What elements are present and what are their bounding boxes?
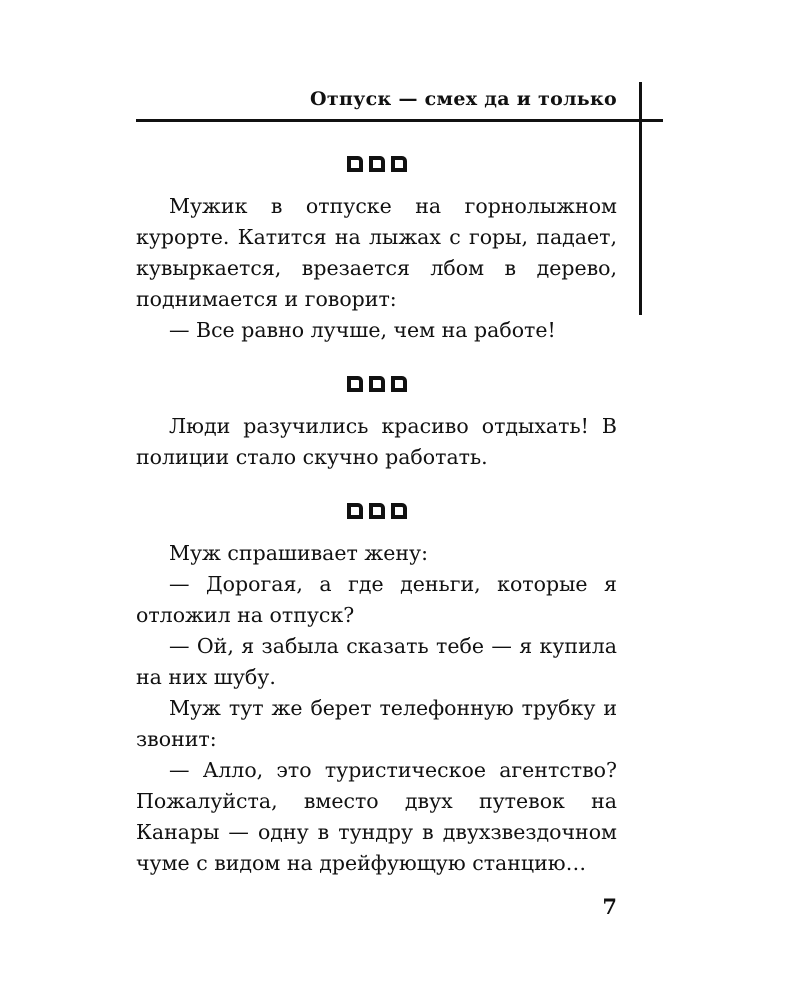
joke-paragraph: — Алло, это туристическое агентство? Пожалуйста, вместо двух путевок на Канары — одну в тундру в двухзвездочном чуме с видом на дрейфующую станцию…: [136, 758, 617, 875]
section-separator-icon: [136, 368, 617, 399]
joke-paragraph: Муж тут же берет телефонную трубку и звонит:: [136, 696, 617, 751]
section-separator-icon: [136, 148, 617, 179]
joke-2: [136, 411, 617, 473]
ornament-square-icon: [369, 503, 385, 519]
ornament-square-icon: [369, 156, 385, 172]
ornament-square-icon: [369, 376, 385, 392]
header-rule: [136, 119, 663, 122]
ornament-square-icon: [391, 503, 407, 519]
joke-3: [136, 538, 617, 879]
joke-paragraph: — Ой, я забыла сказать тебе — я купила на них шубу.: [136, 634, 617, 689]
joke-paragraph: Мужик в отпуске на горнолыжном курорте. Катится на лыжах с горы, падает, кувыркается, врезается лбом в дерево, поднимается и говорит:: [136, 194, 617, 311]
page-content: [136, 148, 617, 879]
ornament-square-icon: [347, 376, 363, 392]
running-header-title: Отпуск — смех да и только: [310, 88, 617, 110]
joke-paragraph: Люди разучились красиво отдыхать! В полиции стало скучно работать.: [136, 414, 617, 469]
ornament-square-icon: [391, 376, 407, 392]
joke-paragraph: Муж спрашивает жену:: [169, 541, 429, 565]
ornament-square-icon: [347, 156, 363, 172]
ornament-square-icon: [391, 156, 407, 172]
joke-paragraph: — Дорогая, а где деньги, которые я отложил на отпуск?: [136, 572, 617, 627]
page-number: 7: [602, 894, 617, 919]
joke-1: [136, 191, 617, 346]
section-separator-icon: [136, 495, 617, 526]
joke-paragraph: — Все равно лучше, чем на работе!: [169, 318, 556, 342]
ornament-square-icon: [347, 503, 363, 519]
header-vertical-rule: [639, 82, 642, 315]
